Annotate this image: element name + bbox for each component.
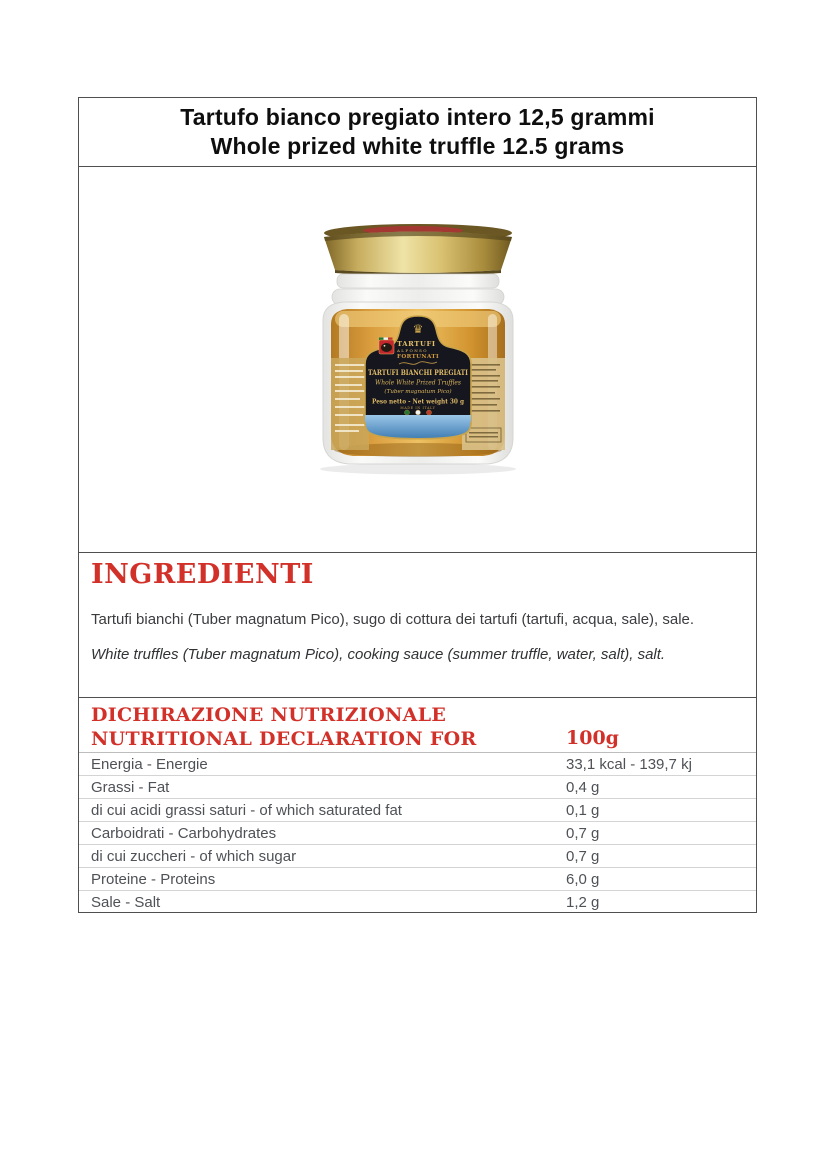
amount-column-header: 100g	[566, 727, 619, 749]
nutrient-label: di cui acidi grassi saturi - of which saturated fat	[91, 801, 402, 819]
label-origin: MADE IN ITALY	[399, 406, 436, 410]
label-product-name-en: Whole White Prized Truffles	[374, 379, 461, 387]
nutrient-value: 6,0 g	[566, 870, 600, 888]
nutrient-value: 33,1 kcal - 139,7 kj	[566, 755, 692, 773]
brand-first-name: ALFONSO	[396, 347, 428, 353]
nutrient-label: Grassi - Fat	[91, 778, 170, 796]
ingredients-heading: INGREDIENTI	[91, 559, 314, 590]
nutrient-value: 0,1 g	[566, 801, 600, 819]
italian-flag-dots	[404, 410, 431, 415]
ingredients-section	[79, 553, 756, 698]
brand-name: TARTUFI	[396, 340, 436, 348]
ingredients-text-italian: Tartufi bianchi (Tuber magnatum Pico), sugo di cottura dei tartufi (tartufi, acqua, sale), sale.	[91, 611, 695, 628]
product-sheet	[78, 97, 757, 913]
table-row	[79, 799, 756, 822]
nutrient-label: Energia - Energie	[91, 755, 208, 773]
nutrition-heading	[79, 698, 756, 753]
jar-neck	[332, 274, 504, 305]
nutrient-value: 0,4 g	[566, 778, 600, 796]
nutrition-heading-italian: DICHIRAZIONE NUTRIZIONALE	[91, 704, 447, 726]
jar-lid	[324, 224, 512, 276]
table-row	[79, 845, 756, 868]
nutrient-value: 0,7 g	[566, 847, 600, 865]
truffle-jar-illustration	[303, 212, 533, 477]
table-row	[79, 868, 756, 891]
table-row	[79, 776, 756, 799]
ingredients-text-english: White truffles (Tuber magnatum Pico), cooking sauce (summer truffle, water, salt), salt.	[91, 646, 666, 663]
nutrition-heading-english: NUTRITIONAL DECLARATION FOR	[91, 728, 477, 750]
brand-last-name: FORTUNATI	[396, 354, 439, 360]
table-row	[79, 891, 756, 914]
table-row	[79, 753, 756, 776]
jar-shadow	[320, 464, 516, 475]
nutrient-label: di cui zuccheri - of which sugar	[91, 847, 297, 865]
nutrient-label: Proteine - Proteins	[91, 870, 216, 888]
nutrient-value: 0,7 g	[566, 824, 600, 842]
product-title-italian: Tartufo bianco pregiato intero 12,5 grammi	[180, 104, 655, 130]
product-title-english: Whole prized white truffle 12.5 grams	[210, 133, 625, 159]
label-blue-stripe	[365, 415, 471, 439]
label-product-name: TARTUFI BIANCHI PREGIATI	[367, 368, 468, 377]
nutrition-section	[79, 698, 756, 914]
nutrition-table	[79, 753, 756, 914]
left-side-label	[331, 358, 369, 450]
crown-icon: ♛	[412, 322, 423, 336]
nutrient-value: 1,2 g	[566, 894, 600, 911]
label-net-weight: Peso netto - Net weight 30 g	[371, 397, 464, 406]
nutrient-label: Carboidrati - Carbohydrates	[91, 824, 277, 842]
table-row	[79, 822, 756, 845]
title-section	[79, 98, 756, 167]
product-image-section	[79, 167, 756, 553]
truffle-mark	[381, 343, 392, 352]
label-variety: (Tuber magnatum Pico)	[383, 389, 452, 395]
nutrient-label: Sale - Salt	[91, 894, 161, 911]
